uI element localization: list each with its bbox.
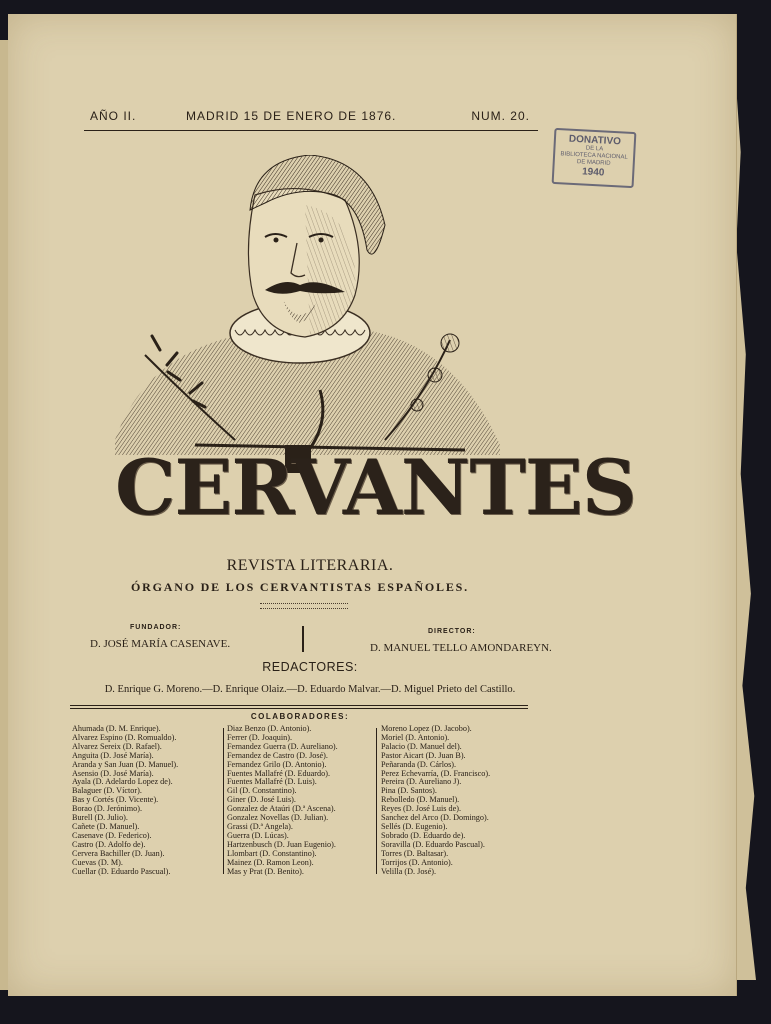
collaborator-entry: Torres (D. Baltasar).	[381, 848, 449, 858]
editors-list: D. Enrique G. Moreno.—D. Enrique Olaiz.—D. Eduardo Malvar.—D. Miguel Prieto del Castillo.	[104, 684, 516, 695]
collaborator-entry: Pastor Aicart (D. Juan B).	[381, 750, 466, 760]
masthead-title: CERVANTES	[115, 443, 636, 532]
collaborator-entry: Fernandez Grilo (D. Antonio).	[227, 759, 327, 769]
collaborators-title: COLABORADORES:	[250, 712, 350, 721]
stamp-year: 1940	[581, 166, 605, 179]
issue-number: NUM. 20.	[471, 109, 530, 123]
collaborator-entry: Mainez (D. Ramon Leon).	[227, 857, 314, 867]
collaborator-entry: Pina (D. Santos).	[381, 786, 437, 796]
founder-label: FUNDADOR:	[130, 624, 182, 631]
collaborator-entry: Sellés (D. Eugenio).	[381, 821, 448, 831]
collaborator-entry: Moreno Lopez (D. Jacobo).	[381, 724, 472, 733]
collaborator-entry: Borao (D. Jerónimo).	[72, 804, 143, 814]
collaborator-entry: Aranda y San Juan (D. Manuel).	[72, 759, 179, 769]
collaborator-entry: Giner (D. José Luis).	[227, 795, 296, 805]
collaborator-entry: Soravilla (D. Eduardo Pascual).	[381, 839, 485, 849]
collaborator-entry: Mas y Prat (D. Benito).	[227, 866, 304, 876]
collaborator-entry: Castro (D. Adolfo de).	[72, 839, 146, 849]
collaborator-entry: Fuentes Mallafré (D. Eduardo).	[227, 768, 330, 778]
collaborator-entry: Torrijos (D. Antonio).	[381, 857, 453, 867]
collaborator-entry: Pereira (D. Aureliano J).	[381, 777, 462, 787]
ornament-divider	[260, 603, 348, 609]
masthead-subtitle: REVISTA LITERARIA.	[226, 557, 394, 574]
collaborator-entry: Guerra (D. Lúcas).	[227, 830, 289, 840]
column-rule	[376, 728, 377, 874]
collaborator-entry: Rebolledo (D. Manuel).	[381, 795, 460, 805]
editors-label: REDACTORES:	[262, 660, 358, 674]
collaborator-entry: Grassi (D.ª Angela).	[227, 821, 293, 831]
collaborators-column-1	[72, 725, 178, 876]
issue-year: AÑO II.	[90, 109, 137, 123]
collaborator-entry: Llombart (D. Constantino).	[227, 848, 317, 858]
collaborator-entry: Gonzalez Novellas (D. Julian).	[227, 813, 329, 823]
collaborator-entry: Sanchez del Arco (D. Domingo).	[381, 813, 489, 823]
collaborator-entry: Fernandez Guerra (D. Aureliano).	[227, 741, 338, 751]
collaborator-entry: Fuentes Mallafré (D. Luis).	[227, 777, 317, 787]
collaborator-entry: Moriel (D. Antonio).	[381, 732, 450, 742]
collaborator-entry: Anguita (D. José María).	[72, 750, 154, 760]
collaborator-entry: Gonzalez de Ataúri (D.ª Ascena).	[227, 804, 336, 814]
issue-header	[84, 108, 538, 131]
stamp-line1: DONATIVO	[568, 133, 622, 148]
stamp-line4: DE MADRID	[576, 159, 611, 167]
director-label: DIRECTOR:	[428, 628, 476, 635]
collaborator-entry: Hartzenbusch (D. Juan Eugenio).	[227, 839, 336, 849]
founder-name: D. JOSÉ MARÍA CASENAVE.	[90, 638, 231, 650]
collaborator-entry: Cuellar (D. Eduardo Pascual).	[72, 866, 171, 876]
collaborator-entry: Gil (D. Constantino).	[227, 786, 297, 796]
collaborator-entry: Asensio (D. José María).	[72, 768, 154, 778]
collaborator-entry: Casenave (D. Federico).	[72, 830, 152, 840]
collaborator-entry: Ahumada (D. M. Enrique).	[72, 724, 161, 733]
collaborator-entry: Cuevas (D. M).	[72, 857, 123, 867]
collaborator-entry: Sobrado (D. Eduardo de).	[381, 830, 466, 840]
collaborator-entry: Alvarez Espino (D. Romualdo).	[72, 732, 177, 742]
library-stamp	[552, 128, 637, 188]
collaborator-entry: Bas y Cortés (D. Vicente).	[72, 795, 159, 805]
collaborator-entry: Cervera Bachiller (D. Juan).	[72, 848, 165, 858]
collaborator-entry: Fernandez de Castro (D. José).	[227, 750, 328, 760]
column-rule	[223, 728, 224, 874]
collaborator-entry: Alvarez Sereix (D. Rafael).	[72, 741, 162, 751]
section-rule	[70, 705, 528, 709]
stamp-line3: BIBLIOTECA NACIONAL	[560, 151, 628, 161]
collaborators-column-2	[227, 725, 338, 876]
issue-date: MADRID 15 DE ENERO DE 1876.	[186, 109, 397, 123]
stamp-line2: DE LA	[585, 145, 604, 153]
collaborator-entry: Balaguer (D. Víctor).	[72, 786, 142, 796]
collaborators-column-3	[381, 725, 490, 876]
collaborator-entry: Palacio (D. Manuel del).	[381, 741, 462, 751]
collaborator-entry: Reyes (D. José Luis de).	[381, 804, 462, 814]
masthead-tagline: ÓRGANO DE LOS CERVANTISTAS ESPAÑOLES.	[131, 580, 469, 594]
collaborator-entry: Burell (D. Julio).	[72, 813, 128, 823]
collaborator-entry: Perez Echevarría, (D. Francisco).	[381, 768, 491, 778]
collaborator-entry: Diaz Benzo (D. Antonio).	[227, 724, 312, 733]
collaborator-entry: Ayala (D. Adelardo Lopez de).	[72, 777, 173, 787]
director-name: D. MANUEL TELLO AMONDAREYN.	[370, 642, 552, 654]
staff-divider	[302, 626, 304, 652]
collaborator-entry: Velilla (D. José).	[381, 866, 437, 876]
collaborator-entry: Ferrer (D. Joaquin).	[227, 732, 293, 742]
collaborator-entry: Cañete (D. Manuel).	[72, 821, 140, 831]
collaborator-entry: Peñaranda (D. Cárlos).	[381, 759, 457, 769]
